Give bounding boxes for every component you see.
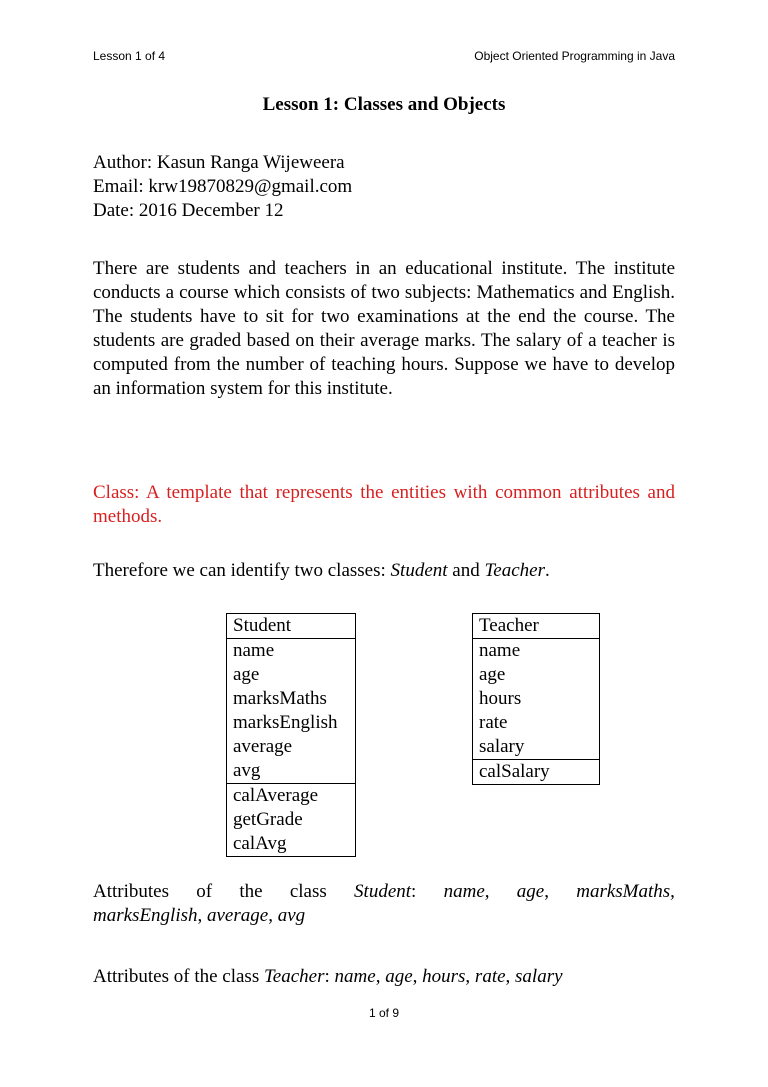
student-class-name: Student (233, 615, 292, 636)
header-lesson-number: Lesson 1 of 4 (93, 49, 166, 63)
student-attribute: avg (233, 760, 261, 781)
intro-paragraph (93, 257, 675, 401)
attr-item: salary (515, 966, 563, 987)
attr-word: Attributes (93, 881, 169, 902)
teacher-attributes-sentence: Attributes of the class Teacher: name, age, hours, rate, salary (93, 966, 563, 987)
therefore-sentence (93, 559, 675, 583)
student-attribute: name (233, 640, 275, 661)
teacher-method: calSalary (479, 761, 550, 782)
attr-colon: : (411, 881, 417, 902)
teacher-attribute: age (479, 664, 506, 685)
attr-item: name (443, 881, 485, 902)
page-number: 1 of 9 (368, 1006, 400, 1020)
attr-item: age (385, 966, 413, 987)
attr-teacher-prefix: Attributes of the class (93, 966, 264, 987)
therefore-suffix: . (545, 560, 550, 581)
attr-item: marksEnglish (93, 905, 198, 926)
teacher-attributes-section (473, 638, 599, 759)
class-definition (93, 481, 675, 529)
definition-text: Class: A template that represents the entities with common attributes and methods. (93, 482, 675, 527)
therefore-class-teacher: Teacher (484, 560, 546, 581)
author-info (93, 151, 675, 223)
attr-word: class (289, 881, 327, 902)
therefore-class-student: Student (390, 560, 448, 581)
teacher-methods-section (473, 759, 599, 784)
header-course-title: Object Oriented Programming in Java (474, 49, 675, 63)
attr-teacher-colon: : (324, 966, 335, 987)
attr-word: of (196, 881, 213, 902)
email-line: Email: krw19870829@gmail.com (93, 176, 353, 197)
student-attributes-sentence: Attributes of the class Student: name, age, marksMaths, marksEnglish, average, avg (93, 881, 675, 926)
teacher-class-diagram (472, 613, 600, 785)
student-class-name-section (227, 614, 355, 638)
student-method: getGrade (233, 809, 303, 830)
attr-item: marksMaths (576, 881, 671, 902)
author-line: Author: Kasun Ranga Wijeweera (93, 152, 345, 173)
student-attribute: average (233, 736, 293, 757)
student-method: calAverage (233, 785, 319, 806)
teacher-class-name: Teacher (479, 615, 539, 636)
student-attribute: marksEnglish (233, 712, 338, 733)
student-attribute: age (233, 664, 260, 685)
attr-item: hours (422, 966, 466, 987)
attr-class-teacher: Teacher (263, 966, 325, 987)
student-attribute: marksMaths (233, 688, 327, 709)
therefore-and: and (447, 560, 485, 581)
teacher-class-name-section (473, 614, 599, 638)
student-methods-section (227, 783, 355, 856)
teacher-attribute: name (479, 640, 521, 661)
teacher-attribute: rate (479, 712, 508, 733)
teacher-attribute: hours (479, 688, 522, 709)
intro-text: There are students and teachers in an educational institute. The institute conducts a course which consists of two subjects: Mathematics and English. The students have to sit for two examinations at the end the course. The students are graded based on their average marks. The salary of a teacher is computed from the number of teaching hours. Suppose we have to develop an information system for this institute. (93, 258, 675, 399)
attr-class-student: Student (354, 881, 412, 902)
attr-item: avg (277, 905, 306, 926)
attr-item: age (516, 881, 545, 902)
student-class-diagram (226, 613, 356, 857)
attr-item: average (207, 905, 269, 926)
attr-word: the (239, 881, 263, 902)
teacher-attribute: salary (479, 736, 525, 757)
therefore-prefix: Therefore we can identify two classes: (93, 560, 391, 581)
page-title: Lesson 1: Classes and Objects (262, 94, 506, 115)
attr-item: name (334, 966, 376, 987)
date-line: Date: 2016 December 12 (93, 200, 284, 221)
student-method: calAvg (233, 833, 287, 854)
attr-item: rate (474, 966, 506, 987)
student-attributes-section (227, 638, 355, 783)
